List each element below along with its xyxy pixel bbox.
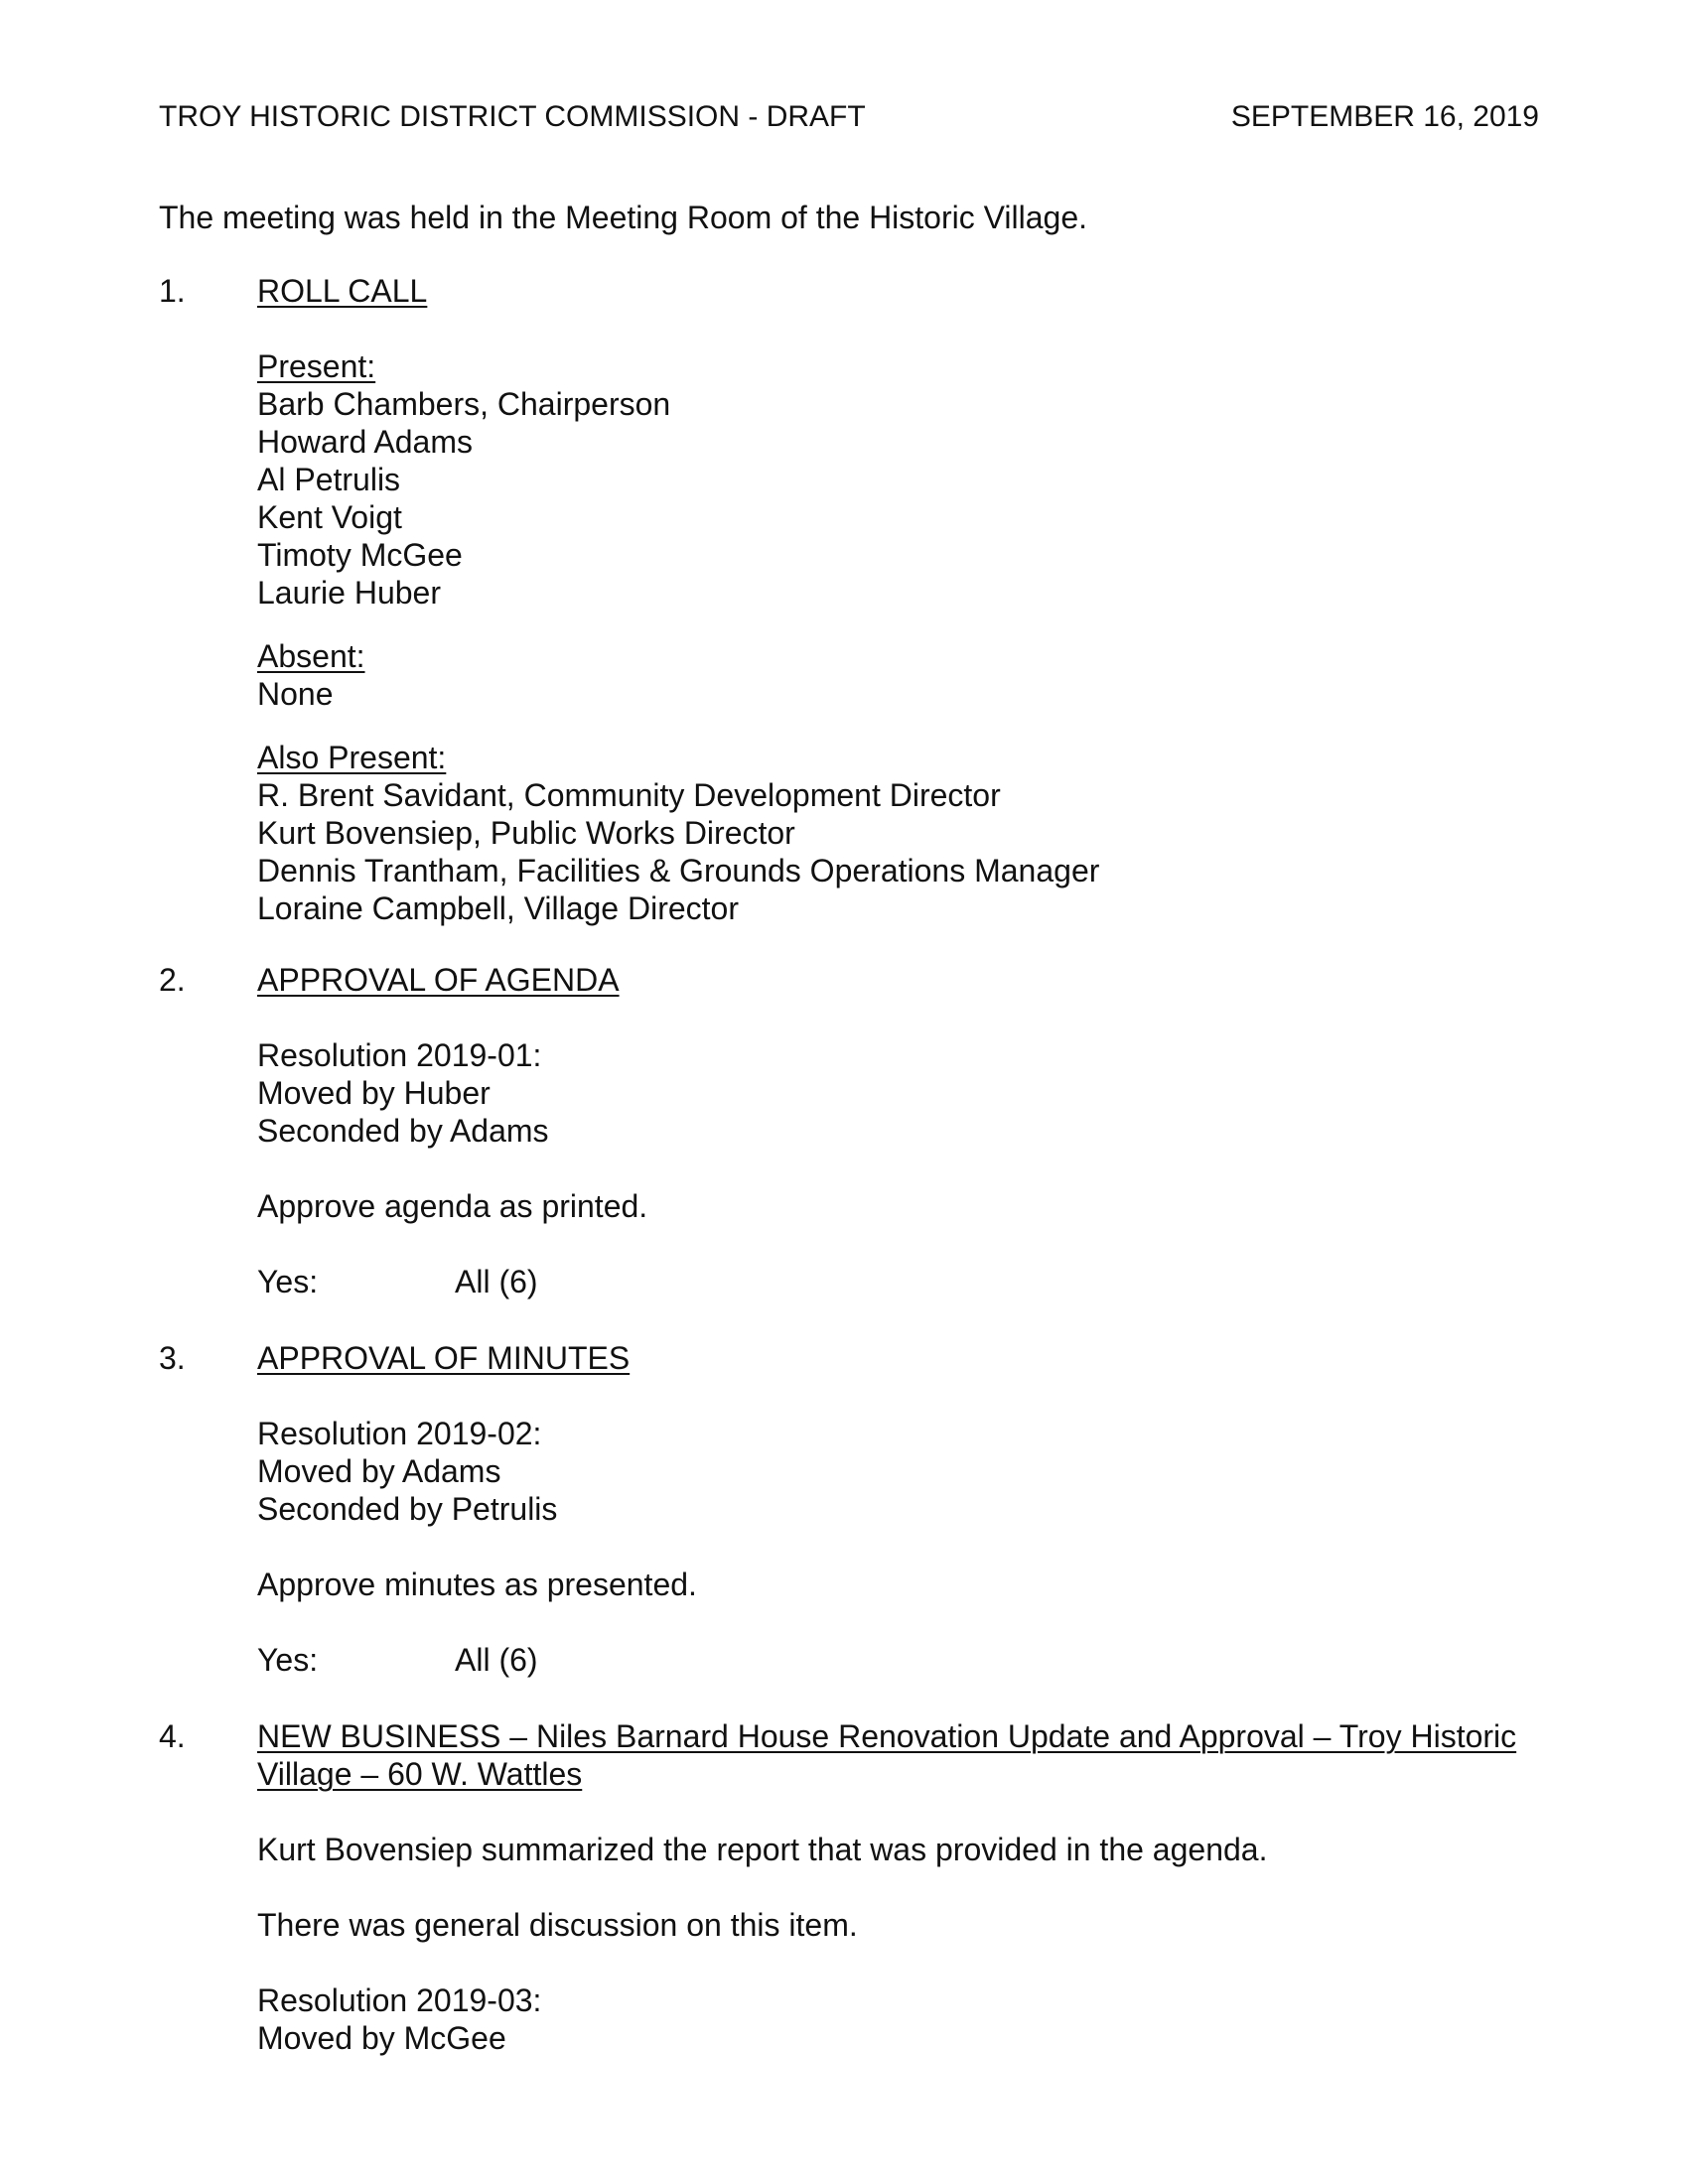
resolution-text: Approve agenda as printed. [257,1188,648,1224]
vote-value: All (6) [455,1264,538,1299]
present-member: Barb Chambers, Chairperson [257,386,671,422]
absent-member: None [257,676,334,712]
discussion-paragraph: There was general discussion on this item. [257,1907,858,1943]
vote-value: All (6) [455,1642,538,1678]
header-date: SEPTEMBER 16, 2019 [1230,100,1539,133]
absent-label: Absent: [257,638,365,674]
seconded-by: Seconded by Adams [257,1113,549,1149]
vote-result [257,1641,1539,1679]
moved-by: Moved by Adams [257,1453,501,1489]
present-member: Howard Adams [257,424,473,460]
present-label: Present: [257,348,376,384]
resolution-number: Resolution 2019-02: [257,1416,542,1451]
resolution-number: Resolution 2019-03: [257,1982,542,2018]
also-present-member: R. Brent Savidant, Community Development Director [257,777,1001,813]
present-member: Al Petrulis [257,462,401,497]
resolution-number: Resolution 2019-01: [257,1037,542,1073]
section-number: 1. [159,273,186,309]
also-present-label: Also Present: [257,740,447,775]
section-number: 3. [159,1340,186,1376]
resolution-text: Approve minutes as presented. [257,1567,697,1602]
vote-label: Yes: [257,1642,319,1678]
intro-text: The meeting was held in the Meeting Room of the Historic Village. [159,200,1087,235]
moved-by: Moved by Huber [257,1075,491,1111]
present-member: Laurie Huber [257,575,441,611]
present-member: Kent Voigt [257,499,402,535]
section-heading: NEW BUSINESS – Niles Barnard House Renovation Update and Approval – Troy Historic [257,1718,1517,1754]
section-number: 2. [159,962,186,998]
present-member: Timoty McGee [257,537,463,573]
moved-by: Moved by McGee [257,2020,506,2056]
header-title: TROY HISTORIC DISTRICT COMMISSION - DRAFT [159,100,866,133]
section-heading-continued: Village – 60 W. Wattles [257,1756,583,1792]
section-heading: ROLL CALL [257,273,428,309]
discussion-paragraph: Kurt Bovensiep summarized the report that was provided in the agenda. [257,1832,1268,1867]
also-present-member: Dennis Trantham, Facilities & Grounds Operations Manager [257,853,1100,888]
section-number: 4. [159,1718,186,1754]
seconded-by: Seconded by Petrulis [257,1491,558,1527]
also-present-member: Loraine Campbell, Village Director [257,890,739,926]
also-present-member: Kurt Bovensiep, Public Works Director [257,815,795,851]
vote-label: Yes: [257,1264,319,1299]
section-heading: APPROVAL OF AGENDA [257,962,620,998]
section-heading: APPROVAL OF MINUTES [257,1340,631,1376]
page-header [159,99,1539,135]
vote-result [257,1263,1539,1300]
